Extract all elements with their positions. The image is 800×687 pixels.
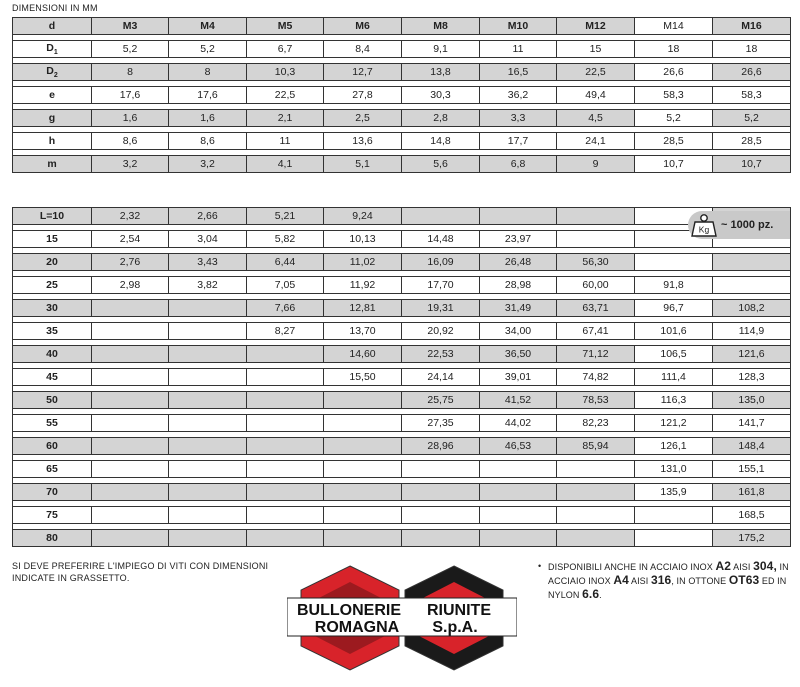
table-cell: 23,97 xyxy=(479,230,556,248)
table-cell: 106,5 xyxy=(634,345,712,363)
table-row xyxy=(13,253,790,271)
table-cell xyxy=(634,253,712,271)
table-cell: 8 xyxy=(91,63,168,81)
length-label-cell: 60 xyxy=(13,437,91,455)
table-row xyxy=(13,276,790,294)
size-header-cell: M8 xyxy=(401,17,479,35)
table-cell: 22,5 xyxy=(246,86,323,104)
svg-text:S.p.A.: S.p.A. xyxy=(432,619,478,636)
table-cell: 30,3 xyxy=(401,86,479,104)
table-cell xyxy=(323,414,401,432)
row-label-cell: h xyxy=(13,132,91,150)
table-cell: 19,31 xyxy=(401,299,479,317)
table-row xyxy=(13,437,790,455)
table-row xyxy=(13,529,790,547)
table-cell: 91,8 xyxy=(634,276,712,294)
table-cell: 67,41 xyxy=(556,322,634,340)
table-cell: 135,0 xyxy=(712,391,790,409)
table-cell: 5,2 xyxy=(91,40,168,58)
table-row xyxy=(13,322,790,340)
table-cell: 5,2 xyxy=(712,109,790,127)
row-label-cell: $D_2$ xyxy=(13,63,91,81)
table-cell xyxy=(91,483,168,501)
table-row xyxy=(13,299,790,317)
table-cell: 9,24 xyxy=(323,207,401,225)
table-cell: 28,5 xyxy=(634,132,712,150)
table-cell: 58,3 xyxy=(712,86,790,104)
table-cell xyxy=(712,276,790,294)
table-row xyxy=(13,345,790,363)
table-cell: 8,6 xyxy=(91,132,168,150)
svg-text:BULLONERIE: BULLONERIE xyxy=(297,602,401,619)
size-header-cell: M4 xyxy=(168,17,246,35)
table-row xyxy=(13,132,790,150)
table-cell: 161,8 xyxy=(712,483,790,501)
table-cell: 18 xyxy=(634,40,712,58)
table-cell: 2,32 xyxy=(91,207,168,225)
table-cell: 1,6 xyxy=(168,109,246,127)
table-cell xyxy=(479,529,556,547)
table-cell xyxy=(401,207,479,225)
table-cell xyxy=(556,207,634,225)
table-cell xyxy=(246,437,323,455)
table-cell: 3,3 xyxy=(479,109,556,127)
company-logo xyxy=(287,560,517,676)
size-header-cell: M3 xyxy=(91,17,168,35)
table-cell: 8,4 xyxy=(323,40,401,58)
table-cell xyxy=(168,368,246,386)
units-caption: DIMENSIONI IN MM xyxy=(12,3,98,13)
table-cell: 135,9 xyxy=(634,483,712,501)
table-cell: 3,2 xyxy=(91,155,168,173)
table-cell: 46,53 xyxy=(479,437,556,455)
table-cell: 31,49 xyxy=(479,299,556,317)
table-cell xyxy=(323,483,401,501)
table-cell xyxy=(168,391,246,409)
table-row xyxy=(13,414,790,432)
table-row xyxy=(13,63,790,81)
table-row xyxy=(13,207,790,225)
table-cell: 148,4 xyxy=(712,437,790,455)
table-cell: 5,2 xyxy=(168,40,246,58)
table-cell: 128,3 xyxy=(712,368,790,386)
table-cell: 44,02 xyxy=(479,414,556,432)
table-cell: 3,2 xyxy=(168,155,246,173)
table-cell: 5,21 xyxy=(246,207,323,225)
table-cell: 20,92 xyxy=(401,322,479,340)
table-cell: 36,50 xyxy=(479,345,556,363)
table-cell: 24,14 xyxy=(401,368,479,386)
table-cell: 14,48 xyxy=(401,230,479,248)
row-label-cell: m xyxy=(13,155,91,173)
header-label-cell: d xyxy=(13,17,91,35)
length-label-cell: 80 xyxy=(13,529,91,547)
weight-icon xyxy=(691,213,717,237)
length-label-cell: 40 xyxy=(13,345,91,363)
table-cell: 11,02 xyxy=(323,253,401,271)
table-row xyxy=(13,483,790,501)
table-cell: 6,7 xyxy=(246,40,323,58)
table-cell xyxy=(634,506,712,524)
dimensions-table xyxy=(12,17,791,173)
table-cell: 15,50 xyxy=(323,368,401,386)
length-label-cell: 50 xyxy=(13,391,91,409)
table-cell xyxy=(401,506,479,524)
table-cell: 131,0 xyxy=(634,460,712,478)
table-cell: 111,4 xyxy=(634,368,712,386)
table-cell: 39,01 xyxy=(479,368,556,386)
table-cell: 24,1 xyxy=(556,132,634,150)
table-cell: 15 xyxy=(556,40,634,58)
table-cell xyxy=(168,529,246,547)
size-header-cell: M5 xyxy=(246,17,323,35)
table-header-row xyxy=(13,17,790,35)
size-header-cell: M10 xyxy=(479,17,556,35)
table-cell: 28,5 xyxy=(712,132,790,150)
table-cell xyxy=(91,460,168,478)
table-cell: 13,8 xyxy=(401,63,479,81)
table-cell: 8 xyxy=(168,63,246,81)
table-cell xyxy=(401,529,479,547)
table-cell xyxy=(168,460,246,478)
table-cell: 11 xyxy=(246,132,323,150)
svg-text:Kg: Kg xyxy=(698,224,710,235)
table-cell xyxy=(168,506,246,524)
table-cell: 3,43 xyxy=(168,253,246,271)
table-cell: 2,66 xyxy=(168,207,246,225)
table-cell xyxy=(168,414,246,432)
table-cell: 17,6 xyxy=(168,86,246,104)
table-cell: 17,70 xyxy=(401,276,479,294)
table-cell xyxy=(479,460,556,478)
table-cell: 7,66 xyxy=(246,299,323,317)
table-cell: 17,7 xyxy=(479,132,556,150)
table-row xyxy=(13,40,790,58)
table-cell xyxy=(634,529,712,547)
table-cell: 2,1 xyxy=(246,109,323,127)
table-cell: 141,7 xyxy=(712,414,790,432)
table-cell xyxy=(91,345,168,363)
table-row xyxy=(13,109,790,127)
table-cell: 108,2 xyxy=(712,299,790,317)
table-cell xyxy=(246,506,323,524)
table-cell xyxy=(168,299,246,317)
table-cell: 27,8 xyxy=(323,86,401,104)
table-cell: 56,30 xyxy=(556,253,634,271)
table-cell: 16,09 xyxy=(401,253,479,271)
table-row xyxy=(13,391,790,409)
table-cell xyxy=(556,529,634,547)
length-label-cell: 20 xyxy=(13,253,91,271)
row-label-cell: e xyxy=(13,86,91,104)
table-cell: 7,05 xyxy=(246,276,323,294)
table-cell xyxy=(246,460,323,478)
table-cell: 17,6 xyxy=(91,86,168,104)
table-cell: 34,00 xyxy=(479,322,556,340)
size-header-cell: M16 xyxy=(712,17,790,35)
table-cell: 10,7 xyxy=(634,155,712,173)
table-cell xyxy=(246,483,323,501)
table-cell xyxy=(91,529,168,547)
table-cell xyxy=(556,230,634,248)
table-row xyxy=(13,460,790,478)
table-cell: 126,1 xyxy=(634,437,712,455)
table-cell: 13,6 xyxy=(323,132,401,150)
table-cell xyxy=(246,391,323,409)
table-cell: 60,00 xyxy=(556,276,634,294)
table-cell: 3,04 xyxy=(168,230,246,248)
table-cell: 22,5 xyxy=(556,63,634,81)
table-cell: 26,6 xyxy=(712,63,790,81)
table-cell xyxy=(479,483,556,501)
length-label-cell: L=10 xyxy=(13,207,91,225)
table-cell: 1,6 xyxy=(91,109,168,127)
size-header-cell: M14 xyxy=(634,17,712,35)
table-cell: 10,13 xyxy=(323,230,401,248)
table-cell: 175,2 xyxy=(712,529,790,547)
materials-note: • DISPONIBILI ANCHE IN ACCIAIO INOX A2 AISI 304, IN ACCIAIO INOX A4 AISI 316, IN OTTONE OT63 ED IN NYLON 6.6. xyxy=(538,559,789,601)
table-cell xyxy=(91,322,168,340)
table-cell: 78,53 xyxy=(556,391,634,409)
table-cell xyxy=(91,414,168,432)
table-cell xyxy=(168,345,246,363)
length-label-cell: 35 xyxy=(13,322,91,340)
table-cell xyxy=(168,322,246,340)
bold-sizes-note: SI DEVE PREFERIRE L'IMPIEGO DI VITI CON DIMENSIONI INDICATE IN GRASSETTO. xyxy=(12,561,269,583)
table-cell: 71,12 xyxy=(556,345,634,363)
badge-text: ~ 1000 pz. xyxy=(721,219,774,231)
length-label-cell: 65 xyxy=(13,460,91,478)
table-cell: 2,98 xyxy=(91,276,168,294)
table-cell: 3,82 xyxy=(168,276,246,294)
length-label-cell: 25 xyxy=(13,276,91,294)
svg-text:RIUNITE: RIUNITE xyxy=(427,602,491,619)
table-cell xyxy=(556,460,634,478)
table-cell: 27,35 xyxy=(401,414,479,432)
table-cell: 2,54 xyxy=(91,230,168,248)
table-cell xyxy=(168,483,246,501)
table-cell: 49,4 xyxy=(556,86,634,104)
table-cell xyxy=(91,437,168,455)
table-cell: 2,8 xyxy=(401,109,479,127)
table-cell: 10,3 xyxy=(246,63,323,81)
table-cell: 13,70 xyxy=(323,322,401,340)
table-cell xyxy=(323,391,401,409)
table-cell: 28,98 xyxy=(479,276,556,294)
table-cell: 8,6 xyxy=(168,132,246,150)
table-cell xyxy=(246,414,323,432)
length-label-cell: 70 xyxy=(13,483,91,501)
table-cell: 2,5 xyxy=(323,109,401,127)
table-cell: 121,6 xyxy=(712,345,790,363)
table-cell: 28,96 xyxy=(401,437,479,455)
table-row xyxy=(13,155,790,173)
table-cell: 5,82 xyxy=(246,230,323,248)
table-cell: 6,8 xyxy=(479,155,556,173)
table-cell: 116,3 xyxy=(634,391,712,409)
table-cell: 26,48 xyxy=(479,253,556,271)
table-cell: 22,53 xyxy=(401,345,479,363)
table-cell: 114,9 xyxy=(712,322,790,340)
table-cell: 12,81 xyxy=(323,299,401,317)
table-cell xyxy=(712,253,790,271)
length-label-cell: 15 xyxy=(13,230,91,248)
table-cell: 41,52 xyxy=(479,391,556,409)
table-cell: 6,44 xyxy=(246,253,323,271)
length-label-cell: 45 xyxy=(13,368,91,386)
table-cell xyxy=(556,483,634,501)
table-cell: 26,6 xyxy=(634,63,712,81)
table-row xyxy=(13,230,790,248)
table-cell xyxy=(91,368,168,386)
table-cell: 74,82 xyxy=(556,368,634,386)
table-cell: 5,6 xyxy=(401,155,479,173)
table-row xyxy=(13,506,790,524)
row-label-cell: $D_1$ xyxy=(13,40,91,58)
table-cell xyxy=(479,506,556,524)
table-cell: 14,8 xyxy=(401,132,479,150)
table-cell: 4,1 xyxy=(246,155,323,173)
table-cell xyxy=(479,207,556,225)
weights-table xyxy=(12,207,791,547)
table-cell xyxy=(168,437,246,455)
svg-text:ROMAGNA: ROMAGNA xyxy=(314,619,400,636)
table-cell: 121,2 xyxy=(634,414,712,432)
table-cell xyxy=(323,529,401,547)
table-cell: 96,7 xyxy=(634,299,712,317)
table-cell: 63,71 xyxy=(556,299,634,317)
table-cell: 4,5 xyxy=(556,109,634,127)
table-cell: 85,94 xyxy=(556,437,634,455)
table-cell: 11,92 xyxy=(323,276,401,294)
table-cell xyxy=(91,299,168,317)
weight-per-1000-badge xyxy=(688,211,790,239)
table-cell xyxy=(91,506,168,524)
table-cell: 2,76 xyxy=(91,253,168,271)
table-cell: 9,1 xyxy=(401,40,479,58)
table-cell: 5,2 xyxy=(634,109,712,127)
table-cell: 16,5 xyxy=(479,63,556,81)
table-cell: 155,1 xyxy=(712,460,790,478)
row-label-cell: g xyxy=(13,109,91,127)
table-cell: 14,60 xyxy=(323,345,401,363)
table-cell xyxy=(401,483,479,501)
table-cell: 8,27 xyxy=(246,322,323,340)
table-cell xyxy=(401,460,479,478)
table-cell: 168,5 xyxy=(712,506,790,524)
table-cell xyxy=(246,368,323,386)
length-label-cell: 75 xyxy=(13,506,91,524)
table-cell: 82,23 xyxy=(556,414,634,432)
table-cell: 36,2 xyxy=(479,86,556,104)
size-header-cell: M12 xyxy=(556,17,634,35)
table-cell: 11 xyxy=(479,40,556,58)
table-cell: 10,7 xyxy=(712,155,790,173)
table-cell xyxy=(323,506,401,524)
table-cell: 5,1 xyxy=(323,155,401,173)
table-cell: 101,6 xyxy=(634,322,712,340)
table-cell xyxy=(323,460,401,478)
table-cell: 18 xyxy=(712,40,790,58)
bullet: • xyxy=(538,561,542,571)
table-cell: 9 xyxy=(556,155,634,173)
table-row xyxy=(13,368,790,386)
length-label-cell: 30 xyxy=(13,299,91,317)
table-cell: 25,75 xyxy=(401,391,479,409)
length-label-cell: 55 xyxy=(13,414,91,432)
size-header-cell: M6 xyxy=(323,17,401,35)
table-cell xyxy=(91,391,168,409)
table-cell xyxy=(246,345,323,363)
table-cell xyxy=(246,529,323,547)
table-cell: 58,3 xyxy=(634,86,712,104)
table-cell xyxy=(556,506,634,524)
table-cell xyxy=(323,437,401,455)
table-cell: 12,7 xyxy=(323,63,401,81)
table-row xyxy=(13,86,790,104)
